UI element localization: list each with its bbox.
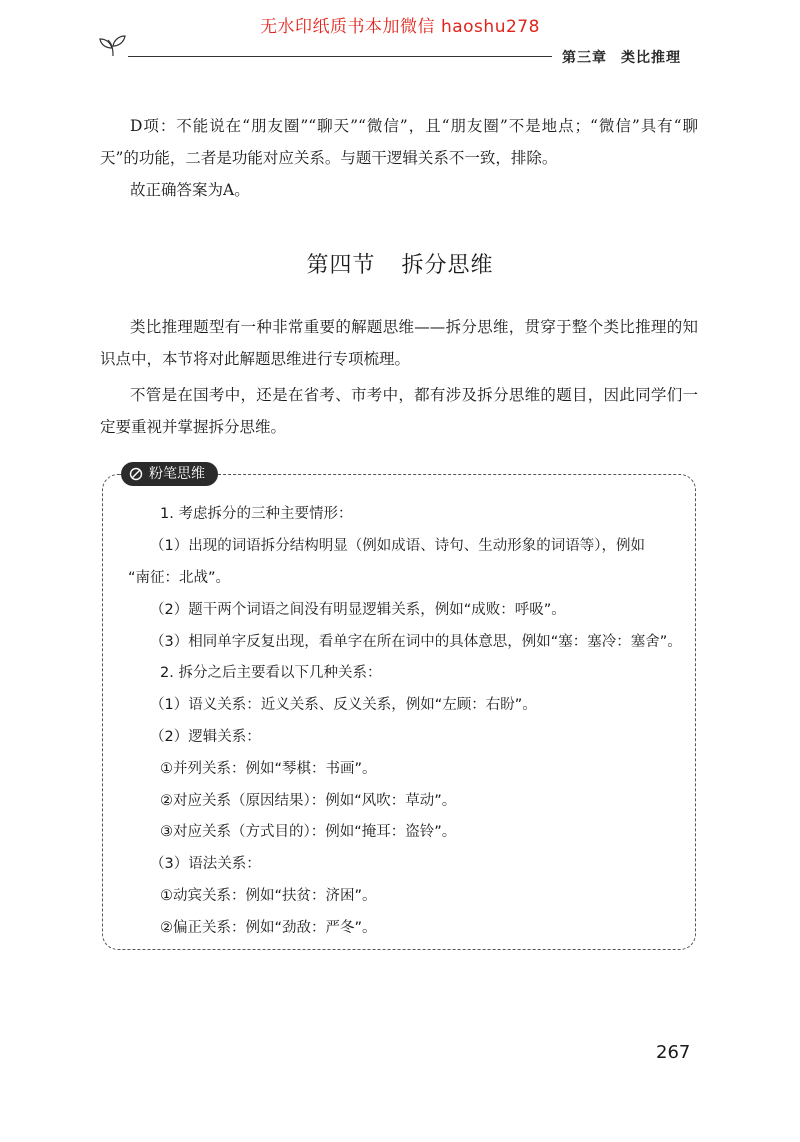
tip-line: ②偏正关系：例如“劲敌：严冬”。: [160, 920, 377, 936]
tip-line: ③对应关系（方式目的）：例如“掩耳：盗铃”。: [160, 824, 457, 840]
tip-line: （2）题干两个词语之间没有明显逻辑关系，例如“成败：呼吸”。: [150, 602, 566, 618]
tip-line: （2）逻辑关系：: [150, 729, 261, 745]
d-option-paragraph: D项：不能说在“朋友圈”“聊天”“微信”，且“朋友圈”不是地点；“微信”具有“聊天”的功能，二者是功能对应关系。与题干逻辑关系不一致，排除。: [100, 117, 698, 167]
page-number: 267: [656, 1042, 691, 1063]
watermark-text: 无水印纸质书本加微信 haoshu278: [260, 17, 540, 37]
body-paragraph-1: 类比推理题型有一种非常重要的解题思维——拆分思维，贯穿于整个类比推理的知识点中，本节将对此解题思维进行专项梳理。: [100, 318, 698, 368]
section-heading: [0, 248, 800, 279]
tip-line: ②对应关系（原因结果）：例如“风吹：草动”。: [160, 793, 457, 809]
tip-line: ①动宾关系：例如“扶贫：济困”。: [160, 888, 377, 904]
leaf-icon: [98, 34, 128, 58]
chapter-number: 第三章: [562, 50, 607, 66]
header-rule: [128, 56, 552, 57]
tip-line: （1）语义关系：近义关系、反义关系，例如“左顾：右盼”。: [150, 697, 537, 713]
answer-line: 故正确答案为A。: [130, 181, 250, 199]
section-title: 拆分思维: [401, 253, 494, 278]
tips-badge-label: 粉笔思维: [149, 466, 205, 482]
running-header: [562, 47, 681, 67]
tip-line: （3）相同单字反复出现，看单字在所在词中的具体意思，例如“塞：塞冷：塞舍”。: [150, 634, 682, 650]
tip-line: ①并列关系：例如“琴棋：书画”。: [160, 761, 377, 777]
tip-line: 2. 拆分之后主要看以下几种关系：: [160, 665, 382, 681]
chapter-title: 类比推理: [621, 50, 681, 66]
chalk-icon: [129, 467, 143, 481]
body-paragraph-2: 不管是在国考中，还是在省考、市考中，都有涉及拆分思维的题目，因此同学们一定要重视并掌握拆分思维。: [100, 386, 698, 436]
tip-line: （3）语法关系：: [150, 856, 261, 872]
section-number: 第四节: [306, 253, 376, 278]
tip-line: （1）出现的词语拆分结构明显（例如成语、诗句、生动形象的词语等），例如: [150, 538, 645, 554]
tips-badge: [121, 462, 218, 486]
tip-line: 1. 考虑拆分的三种主要情形：: [160, 506, 353, 522]
tip-line: “南征：北战”。: [128, 570, 231, 586]
